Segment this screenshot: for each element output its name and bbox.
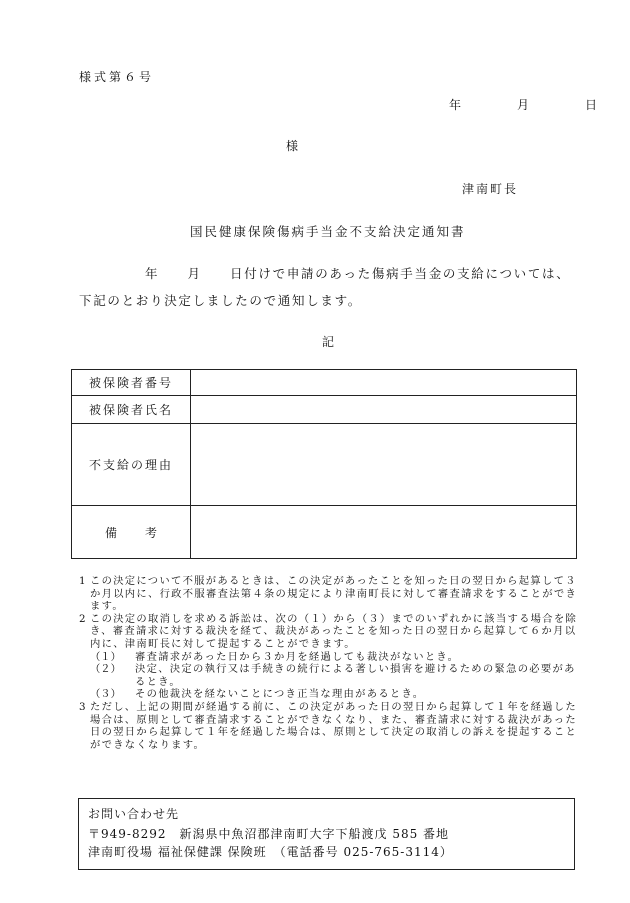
reason-label: 不支給の理由 <box>72 424 191 506</box>
note-2-sub-3 <box>79 688 579 701</box>
document-title: 国民健康保険傷病手当金不支給決定通知書 <box>190 224 466 239</box>
note-1-text: この決定について不服があるときは、この決定があったことを知った日の翌日から起算して３か月以内に、行政不服審査法第４条の規定により津南町長に対して審査請求をすることができます。 <box>90 575 578 613</box>
note-1 <box>79 575 579 613</box>
notes-section <box>79 575 579 751</box>
body-line-1 <box>145 264 570 282</box>
form-number: 様式第６号 <box>79 70 155 84</box>
insured-number-label: 被保険者番号 <box>72 370 191 396</box>
table-row <box>72 506 577 559</box>
date-year-label: 年 <box>449 98 462 112</box>
note-3-number: 3 <box>79 700 86 713</box>
issuer-name: 津南町長 <box>462 182 519 196</box>
date-day-label: 日 <box>585 98 598 112</box>
date-month-label: 月 <box>517 98 530 112</box>
contact-address: 〒949-8292 新潟県中魚沼郡津南町大字下船渡戊 585 番地 <box>88 827 450 841</box>
insured-name-label: 被保険者氏名 <box>72 396 191 424</box>
note-3-text: ただし、上記の期間が経過する前に、この決定があった日の翌日から起算して１年を経過した場合は、原則として審査請求することができなくなり、また、審査請求に対する裁決があった日の翌日から起算して１年を経過した場合は、原則として決定の取消しの訴えを提起することができなくなります。 <box>90 700 578 751</box>
contact-box <box>78 798 575 870</box>
body-line-2: 下記のとおり決定しましたので通知します。 <box>79 293 363 308</box>
sub-3-text: その他裁決を経ないことにつき正当な理由があるとき。 <box>135 688 425 701</box>
remarks-label <box>72 506 191 559</box>
remarks-label-part1: 備 <box>104 525 117 540</box>
sub-2-text: 決定、決定の執行又は手続きの続行による著しい損害を避けるための緊急の必要があるとき。 <box>135 663 576 688</box>
sub-1-text: 審査請求があった日から３か月を経過しても裁決がないとき。 <box>135 650 460 663</box>
remarks-value[interactable] <box>191 506 577 559</box>
note-3 <box>79 701 579 751</box>
contact-office: 津南町役場 福祉保健課 保険班 （電話番号 025-765-3114） <box>88 845 453 859</box>
sub-3-number: （３） <box>90 688 121 701</box>
note-2-sub-2 <box>79 663 579 688</box>
body-line-1-text: 日付けで申請のあった傷病手当金の支給については、 <box>230 266 571 281</box>
contact-title: お問い合わせ先 <box>88 807 180 821</box>
table-row <box>72 396 577 424</box>
sub-2-number: （２） <box>90 663 121 676</box>
note-2-number: 2 <box>79 612 86 625</box>
body-month-label: 月 <box>187 266 201 281</box>
remarks-label-part2: 考 <box>145 525 158 540</box>
insured-name-value[interactable] <box>191 396 577 424</box>
note-2 <box>79 613 579 651</box>
ki-heading: 記 <box>322 335 335 349</box>
info-table <box>71 369 577 559</box>
date-line <box>449 96 597 113</box>
reason-value[interactable] <box>191 424 577 506</box>
note-2-text: この決定の取消しを求める訴訟は、次の（１）から（３）までのいずれかに該当する場合を除き、審査請求に対する裁決を経て、裁決があったことを知った日の翌日から起算して６か月以内に、津南町長に対して提起することができます。 <box>90 612 578 650</box>
note-2-sub-1 <box>79 651 579 664</box>
addressee-suffix: 様 <box>286 139 299 153</box>
table-row <box>72 424 577 506</box>
sub-1-number: （１） <box>90 650 121 663</box>
body-year-label: 年 <box>145 266 158 281</box>
note-1-number: 1 <box>79 575 86 587</box>
insured-number-value[interactable] <box>191 370 577 396</box>
table-row <box>72 370 577 396</box>
